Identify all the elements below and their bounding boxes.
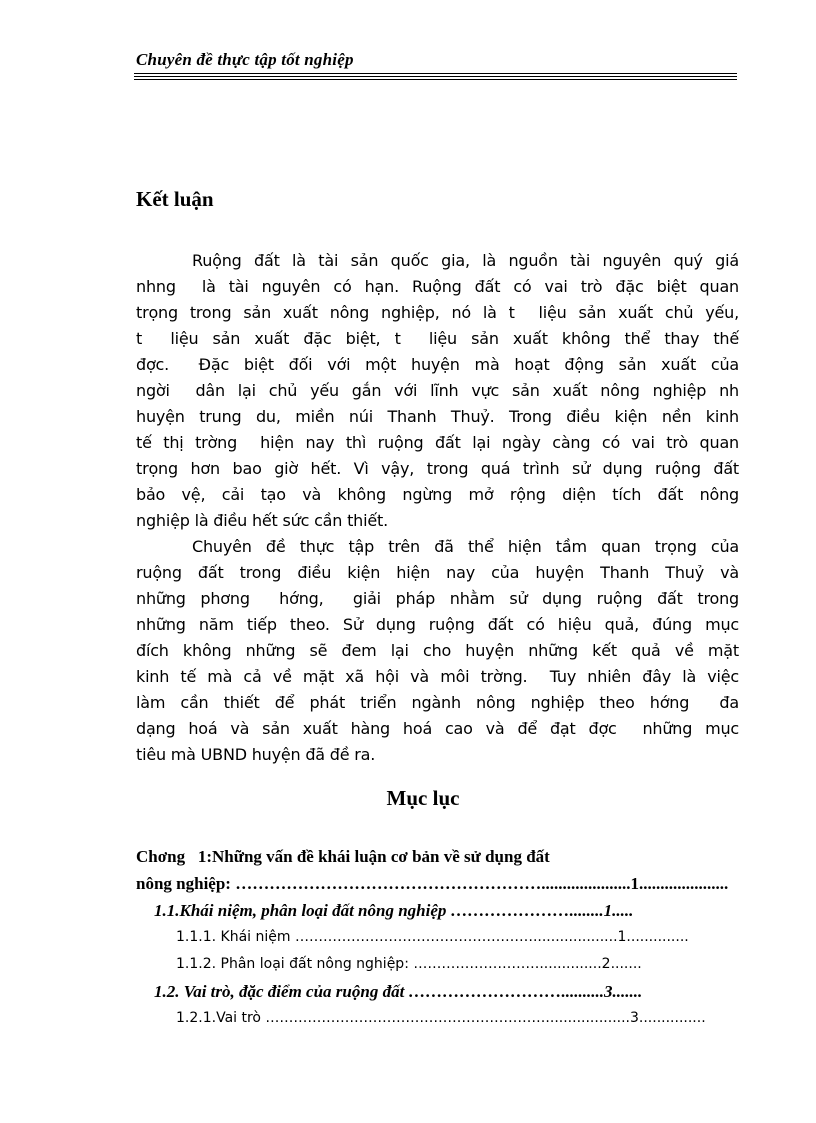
paragraph-line: dạng hoá và sản xuất hàng hoá cao và để đạt đợc những mục <box>136 719 739 738</box>
toc-entry-chapter-1-cont[interactable]: nông nghiệp: ……………………………………………….....................1..................... <box>136 874 729 893</box>
paragraph-line: t liệu sản xuất đặc biệt, t liệu sản xuất không thể thay thế <box>136 329 739 348</box>
header-rule <box>134 79 737 80</box>
paragraph-line: tiêu mà UBND huyện đã đề ra. <box>136 745 376 764</box>
paragraph-line: đợc. Đặc biệt đối với một huyện mà hoạt động sản xuất của <box>136 355 739 374</box>
paragraph-line: tế thị trờng hiện nay thì ruộng đất lại ngày càng có vai trò quan <box>136 433 739 452</box>
paragraph-line: kinh tế mà cả về mặt xã hội và môi trờng. Tuy nhiên đây là việc <box>136 667 739 686</box>
paragraph-line: nhng là tài nguyên có hạn. Ruộng đất có vai trò đặc biệt quan <box>136 277 739 296</box>
running-header: Chuyên đề thực tập tốt nghiệp <box>136 50 354 69</box>
paragraph-line: huyện trung du, miền núi Thanh Thuỷ. Trong điều kiện nền kinh <box>136 407 739 426</box>
paragraph-line: Chuyên đề thực tập trên đã thể hiện tầm quan trọng của <box>192 537 739 556</box>
toc-entry-1-1-1[interactable]: 1.1.1. Khái niệm ……………………………………………...................1.............. <box>176 929 689 945</box>
toc-title: Mục lục <box>386 786 460 810</box>
paragraph-line: đích không những sẽ đem lại cho huyện những kết quả về mặt <box>136 641 739 660</box>
paragraph-line: trọng hơn bao giờ hết. Vì vậy, trong quá trình sử dụng ruộng đất <box>136 459 739 478</box>
toc-entry-1-1[interactable]: 1.1.Khái niệm, phân loại đất nông nghiệp …………………........1..... <box>154 901 634 920</box>
paragraph-line: nghiệp là điều hết sức cần thiết. <box>136 511 388 530</box>
toc-entry-1-2[interactable]: 1.2. Vai trò, đặc điểm của ruộng đất ………………………..........3....... <box>154 982 643 1001</box>
toc-entry-1-2-1[interactable]: 1.2.1.Vai trò ……………………………………………………...................3............... <box>176 1010 706 1026</box>
paragraph-line: bảo vệ, cải tạo và không ngừng mở rộng diện tích đất nông <box>136 485 739 504</box>
paragraph-line: Ruộng đất là tài sản quốc gia, là nguồn tài nguyên quý giá <box>192 251 739 270</box>
paragraph-line: làm cần thiết để phát triển ngành nông nghiệp theo hớng đa <box>136 693 739 712</box>
conclusion-title: Kết luận <box>136 187 214 211</box>
paragraph-line: những phơng hớng, giải pháp nhằm sử dụng ruộng đất trong <box>136 589 739 608</box>
paragraph-line: trọng trong sản xuất nông nghiệp, nó là t liệu sản xuất chủ yếu, <box>136 303 739 322</box>
header-rule <box>134 76 737 77</box>
toc-entry-chapter-1[interactable]: Chơng 1:Những vấn đề khái luận cơ bản về sử dụng đất <box>136 847 550 866</box>
header-rule <box>134 73 737 74</box>
conclusion-body <box>136 248 739 768</box>
paragraph-line: những năm tiếp theo. Sử dụng ruộng đất có hiệu quả, đúng mục <box>136 615 739 634</box>
paragraph-line: ruộng đất trong điều kiện hiện nay của huyện Thanh Thuỷ và <box>136 563 739 582</box>
table-of-contents <box>136 843 816 1032</box>
toc-entry-1-1-2[interactable]: 1.1.2. Phân loại đất nông nghiệp: ………………………..............2....... <box>176 956 642 972</box>
paragraph-line: ngời dân lại chủ yếu gắn với lĩnh vực sản xuất nông nghiệp nh <box>136 381 739 400</box>
